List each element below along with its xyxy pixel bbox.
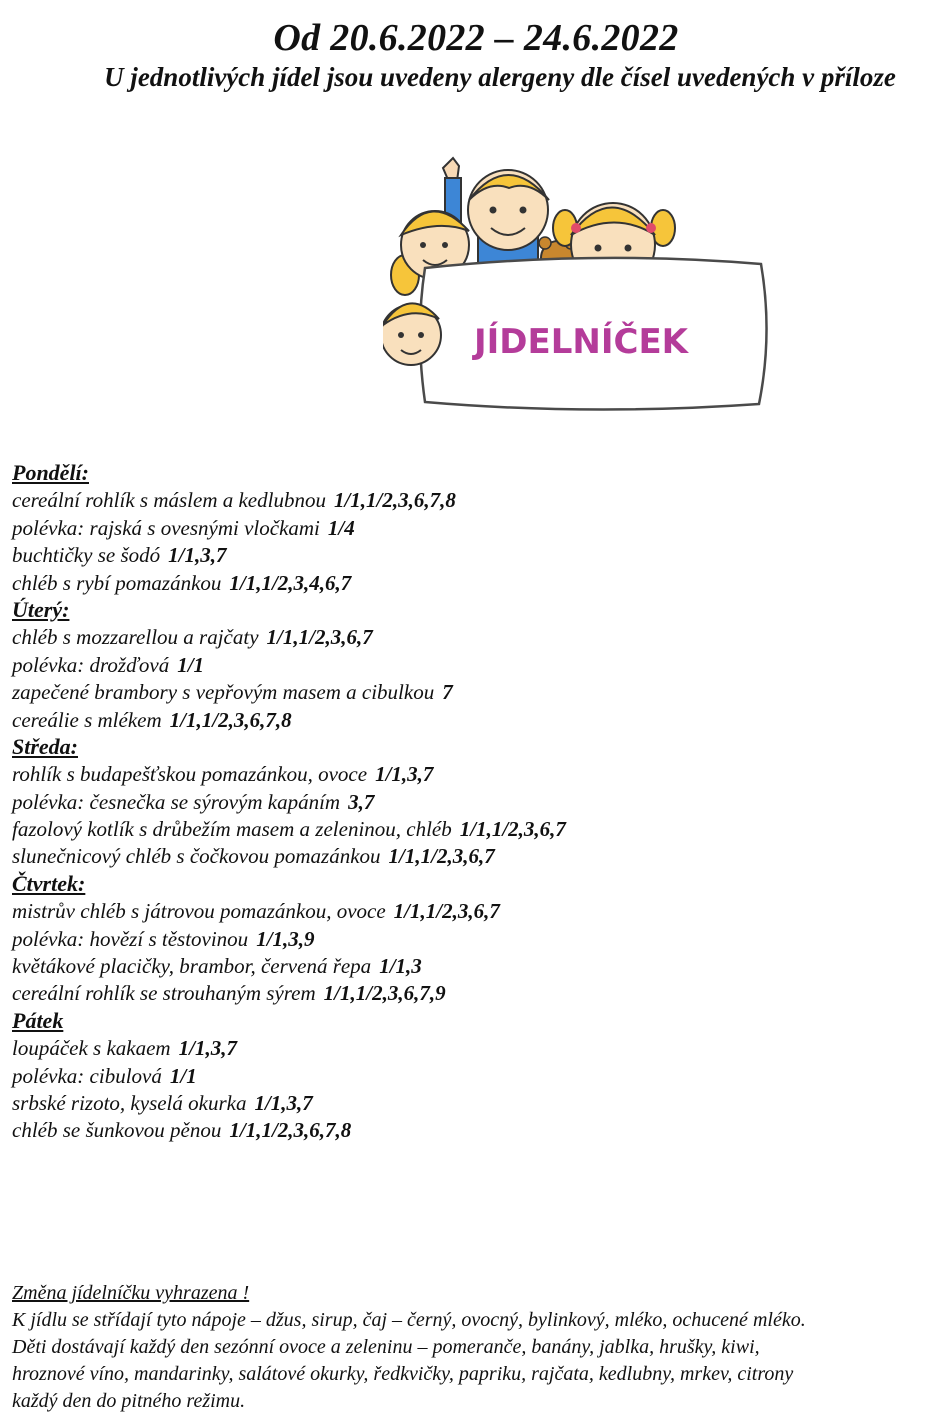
meal-item [12,926,942,953]
meal-text: květákové placičky, brambor, červená řepa [12,954,372,979]
kids-holding-sign-illustration [383,150,773,425]
meal-item [12,1063,942,1090]
page-subtitle: U jednotlivých jídel jsou uvedeny alergeny dle čísel uvedených v příloze [104,62,896,92]
footer-notes [12,1280,942,1415]
allergen-codes: 1/1,1/2,3,6,7,8 [333,488,456,513]
meal-item [12,898,942,925]
allergen-codes: 1/1,1/2,3,6,7 [388,844,495,869]
meal-text: chléb se šunkovou pěnou [12,1118,222,1143]
meal-text: cereální rohlík se strouhaným sýrem [12,981,316,1006]
meal-text: polévka: česnečka se sýrovým kapáním [12,789,341,814]
allergen-codes: 1/4 [327,515,355,540]
meal-item [12,624,942,651]
day-heading: Pátek [12,1007,64,1033]
day-heading: Čtvrtek: [12,870,86,896]
meal-item [12,707,942,734]
kid-top-middle [468,170,549,270]
allergen-codes: 3,7 [348,789,375,814]
day-heading: Pondělí: [12,460,89,485]
meal-item [12,542,942,569]
allergen-codes: 1/1,1/2,3,4,6,7 [229,570,352,595]
meal-text: srbské rizoto, kyselá okurka [12,1090,247,1115]
meal-text: polévka: cibulová [12,1063,162,1088]
meal-item [12,652,942,679]
allergen-codes: 1/1,3,7 [178,1036,237,1061]
meal-text: fazolový kotlík s drůbežím masem a zeleninou, chléb [12,817,452,842]
meal-item [12,761,942,788]
meal-item [12,1090,942,1117]
allergen-codes: 1/1 [169,1063,197,1088]
meal-text: buchtičky se šodó [12,543,161,568]
meal-text: cereálie s mlékem [12,707,162,732]
allergen-codes: 1/1,1/2,3,6,7 [459,817,566,842]
meal-item [12,843,942,870]
allergen-codes: 1/1,1/2,3,6,7 [266,625,373,650]
day-heading: Úterý: [12,596,70,622]
meal-text: cereální rohlík s máslem a kedlubnou [12,488,326,513]
allergen-codes: 1/1,1/2,3,6,7,8 [229,1118,352,1143]
kid-bottom-left [383,303,441,365]
meal-item [12,679,942,706]
day-section-thursday [12,871,942,1008]
page-title: Od 20.6.2022 – 24.6.2022 [273,17,679,59]
day-heading: Středa: [12,733,78,759]
weekly-menu [12,460,942,1145]
allergen-codes: 7 [442,680,453,705]
meal-item [12,1117,942,1144]
meal-text: loupáček s kakaem [12,1036,171,1061]
day-section-tuesday [12,597,942,734]
meal-text: mistrův chléb s játrovou pomazánkou, ovoce [12,899,386,924]
fruit-note-line-3: každý den do pitného režimu. [12,1390,246,1412]
meal-text: slunečnicový chléb s čočkovou pomazánkou [12,844,381,869]
allergen-codes: 1/1,1/2,3,6,7,9 [323,981,446,1006]
meal-text: polévka: rajská s ovesnými vločkami [12,515,320,540]
allergen-codes: 1/1,3 [379,954,422,979]
meal-text: chléb s rybí pomazánkou [12,570,222,595]
kids-illustration-svg [383,150,773,425]
allergen-codes: 1/1,3,7 [375,762,434,787]
meal-item [12,515,942,542]
change-notice: Změna jídelníčku vyhrazena ! [12,1282,250,1304]
meal-text: polévka: hovězí s těstovinou [12,926,249,951]
day-section-friday [12,1008,942,1145]
allergen-codes: 1/1,3,9 [256,926,315,951]
allergen-codes: 1/1,1/2,3,6,7,8 [169,707,292,732]
meal-text: rohlík s budapešťskou pomazánkou, ovoce [12,762,368,787]
meal-item [12,980,942,1007]
meal-text: zapečené brambory s vepřovým masem a cibulkou [12,680,435,705]
meal-item [12,1035,942,1062]
day-section-wednesday [12,734,942,871]
fruit-note-line-2: hroznové víno, mandarinky, salátové okurky, ředkvičky, papriku, rajčata, kedlubny, mrkev, citrony [12,1363,794,1385]
banner-text: JÍDELNÍČEK [473,322,689,362]
allergen-codes: 1/1,3,7 [254,1090,313,1115]
meal-item [12,487,942,514]
drinks-note: K jídlu se střídají tyto nápoje – džus, sirup, čaj – černý, ovocný, bylinkový, mléko, ochucené mléko. [12,1309,806,1331]
meal-item [12,953,942,980]
meal-item [12,816,942,843]
meal-text: polévka: drožďová [12,652,170,677]
allergen-codes: 1/1,3,7 [168,543,227,568]
allergen-codes: 1/1 [177,652,205,677]
fruit-note-line-1: Děti dostávají každý den sezónní ovoce a zeleninu – pomeranče, banány, jablka, hrušky, kiwi, [12,1336,760,1358]
meal-item [12,789,942,816]
meal-item [12,570,942,597]
day-section-monday [12,460,942,597]
meal-text: chléb s mozzarellou a rajčaty [12,625,259,650]
allergen-codes: 1/1,1/2,3,6,7 [393,899,500,924]
